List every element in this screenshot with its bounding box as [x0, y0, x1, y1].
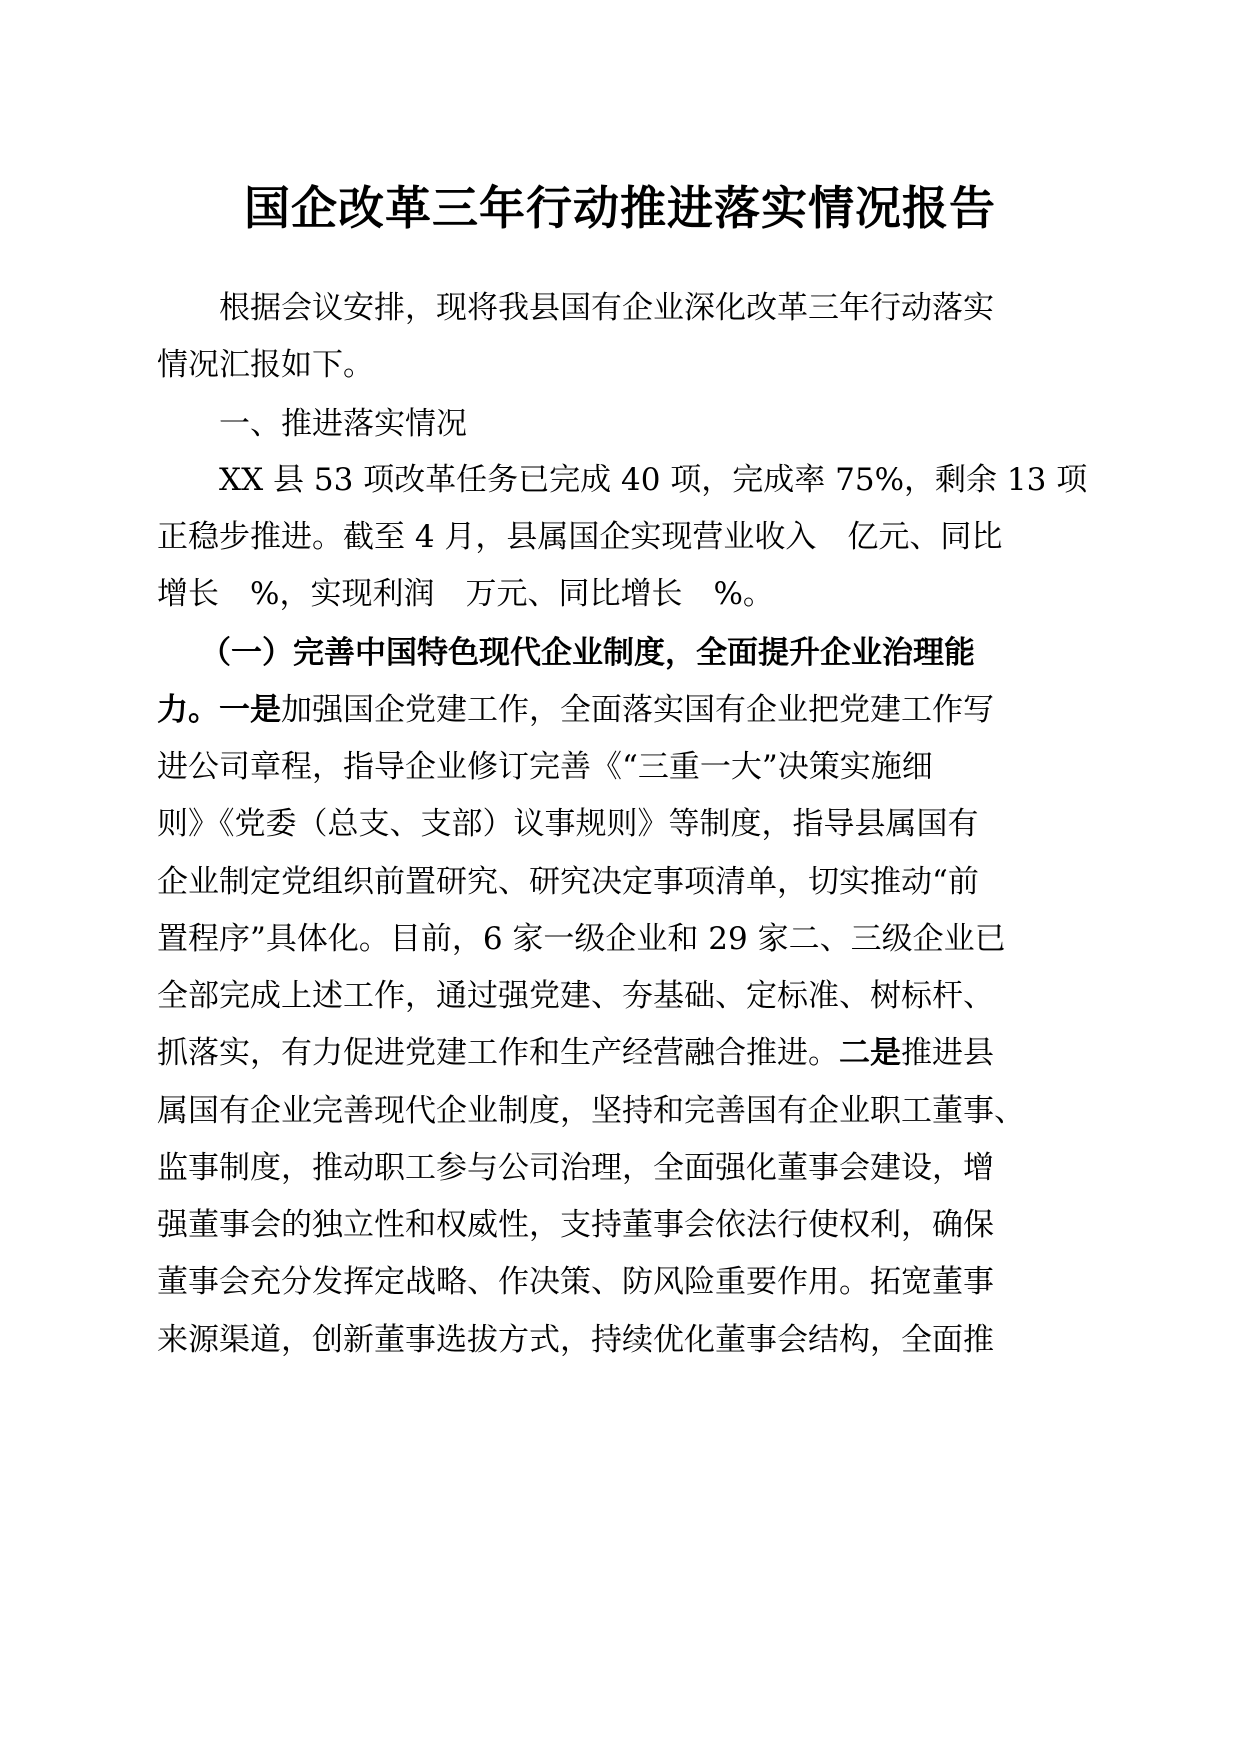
paragraph-text: 推进县 [901, 1035, 994, 1071]
subsection-heading-line-1: （一）完善中国特色现代企业制度，全面提升企业治理能 [200, 635, 975, 671]
paragraph-line-4: 则》《党委（总支、支部）议事规则》等制度，指导县属国有 [157, 806, 979, 842]
paragraph-line-5: 企业制定党组织前置研究、研究决定事项清单，切实推动“前 [157, 864, 979, 900]
section1-line-3: 增长 %，实现利润 万元、同比增长 %。 [157, 576, 774, 612]
paragraph-line-12: 董事会充分发挥定战略、作决策、防风险重要作用。拓宽董事 [157, 1264, 994, 1300]
point-marker: 二是 [839, 1035, 901, 1071]
intro-line-1: 根据会议安排，现将我县国有企业深化改革三年行动落实 [219, 290, 994, 326]
paragraph-text: 抓落实，有力促进党建工作和生产经营融合推进。 [157, 1035, 839, 1071]
section-heading-1: 一、推进落实情况 [219, 406, 467, 442]
paragraph-line-9: 属国有企业完善现代企业制度，坚持和完善国有企业职工董事、 [157, 1093, 1025, 1129]
subsection-line-2 [157, 680, 994, 740]
paragraph-line-8 [157, 1023, 994, 1083]
paragraph-line-7: 全部完成上述工作，通过强党建、夯基础、定标准、树标杆、 [157, 978, 994, 1014]
section1-line-1: XX 县 53 项改革任务已完成 40 项，完成率 75%，剩余 13 项 [219, 462, 1088, 498]
paragraph-line-11: 强董事会的独立性和权威性，支持董事会依法行使权利，确保 [157, 1207, 994, 1243]
document-title: 国企改革三年行动推进落实情况报告 [244, 181, 996, 235]
paragraph-line-6: 置程序”具体化。目前，6 家一级企业和 29 家二、三级企业已 [157, 921, 1006, 957]
paragraph-text: 加强国企党建工作，全面落实国有企业把党建工作写 [281, 692, 994, 728]
subsection-heading-line-2: 力。一是 [157, 692, 281, 728]
intro-line-2: 情况汇报如下。 [157, 347, 374, 383]
paragraph-line-3: 进公司章程，指导企业修订完善《“三重一大”决策实施细 [157, 749, 933, 785]
paragraph-line-10: 监事制度，推动职工参与公司治理，全面强化董事会建设，增 [157, 1150, 994, 1186]
paragraph-line-13: 来源渠道，创新董事选拔方式，持续优化董事会结构，全面推 [157, 1322, 994, 1358]
section1-line-2: 正稳步推进。截至 4 月，县属国企实现营业收入 亿元、同比 [157, 519, 1003, 555]
